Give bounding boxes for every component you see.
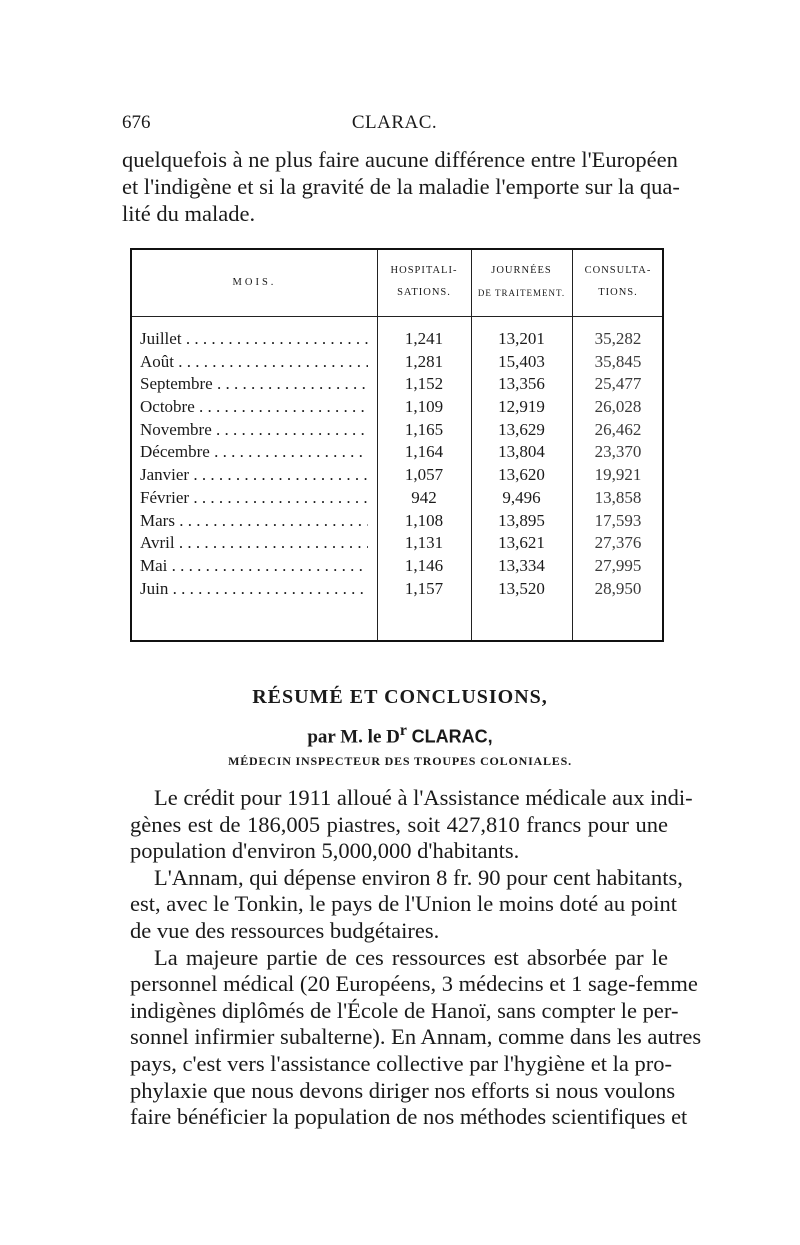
author-affiliation: MÉDECIN INSPECTEUR DES TROUPES COLONIALES. <box>228 754 572 768</box>
header-line: JOURNÉES <box>491 265 552 276</box>
header-consultations <box>572 260 664 304</box>
cons-cell: 27,376 <box>594 533 642 553</box>
intro-line: lité du malade. <box>122 201 256 226</box>
cons-cell: 17,593 <box>594 510 642 530</box>
table-row <box>132 419 662 442</box>
hosp-cell: 1,164 <box>404 442 444 462</box>
body-line: pays, c'est vers l'assistance collective par l'hygiène et la pro- <box>130 1050 672 1076</box>
author-name: CLARAC, <box>411 726 493 747</box>
header-hospitalisations <box>377 260 471 304</box>
jour-cell: 13,804 <box>498 442 545 462</box>
hosp-cell: 942 <box>411 487 437 507</box>
body-line: La majeure partie de ces ressources est absorbée par le <box>154 944 668 970</box>
month-cell: Décembre . . . <box>140 441 368 464</box>
month-cell: Juillet . . . <box>140 328 368 351</box>
body-line: personnel médical (20 Européens, 3 médecins et 1 sage-femme <box>130 971 698 997</box>
hosp-cell: 1,152 <box>404 374 444 394</box>
table-row <box>132 441 662 464</box>
jour-cell: 15,403 <box>498 351 545 371</box>
table-body <box>132 328 662 600</box>
month-cell: Juin . . . <box>140 578 368 601</box>
header-mois: MOIS. <box>232 277 277 288</box>
jour-cell: 9,496 <box>502 487 541 507</box>
intro-paragraph <box>122 146 680 227</box>
body-line: de vue des ressources budgétaires. <box>130 917 440 943</box>
byline-prefix: par M. le D <box>307 726 400 748</box>
cons-cell: 28,950 <box>594 578 642 598</box>
table-row <box>132 532 662 555</box>
table-row <box>132 328 662 351</box>
table-row <box>132 464 662 487</box>
month-cell: Octobre . . . <box>140 396 368 419</box>
cons-cell: 23,370 <box>594 442 642 462</box>
body-text <box>130 785 702 1131</box>
hosp-cell: 1,108 <box>404 510 444 530</box>
header-line: SATIONS. <box>397 287 451 298</box>
jour-cell: 13,620 <box>498 465 545 485</box>
month-cell: Mai . . . <box>140 555 368 578</box>
body-line: est, avec le Tonkin, le pays de l'Union le moins doté au point <box>130 891 677 917</box>
header-divider <box>132 316 662 317</box>
table-row <box>132 487 662 510</box>
jour-cell: 12,919 <box>498 397 545 417</box>
body-line: faire bénéficier la population de nos méthodes scientifiques et <box>130 1104 688 1130</box>
body-line: Le crédit pour 1911 alloué à l'Assistance médicale aux indi- <box>154 785 693 810</box>
hosp-cell: 1,157 <box>404 578 444 598</box>
header-journees <box>471 260 572 304</box>
byline-sup: r <box>399 722 407 739</box>
month-cell: Avril . . . <box>140 532 368 555</box>
month-cell: Janvier . . . <box>140 464 368 487</box>
body-line: indigènes diplômés de l'École de Hanoï, sans compter le per- <box>130 997 679 1023</box>
cons-cell: 26,028 <box>594 397 642 417</box>
cons-cell: 27,995 <box>594 555 642 575</box>
monthly-statistics-table <box>130 248 664 642</box>
body-line: sonnel infirmier subalterne). En Annam, comme dans les autres <box>130 1024 702 1050</box>
cons-cell: 35,282 <box>594 329 642 348</box>
jour-cell: 13,621 <box>498 533 545 553</box>
cons-cell: 26,462 <box>594 419 642 439</box>
table-row <box>132 578 662 601</box>
jour-cell: 13,201 <box>498 329 545 348</box>
table-row <box>132 555 662 578</box>
hosp-cell: 1,165 <box>404 419 444 439</box>
body-line: L'Annam, qui dépense environ 8 fr. 90 pour cent habitants, <box>154 864 683 890</box>
jour-cell: 13,895 <box>498 510 545 530</box>
hosp-cell: 1,281 <box>404 351 444 371</box>
header-line: TIONS. <box>598 287 638 298</box>
month-cell: Août . . . <box>140 351 368 374</box>
page-header <box>122 112 667 142</box>
hosp-cell: 1,131 <box>404 533 444 553</box>
body-line: phylaxie que nous devons diriger nos efforts si nous voulons <box>130 1077 676 1103</box>
jour-cell: 13,520 <box>498 578 545 598</box>
intro-line: et l'indigène et si la gravité de la maladie l'emporte sur la qua- <box>122 174 680 199</box>
body-line: population d'environ 5,000,000 d'habitants. <box>130 838 520 864</box>
month-cell: Février . . . <box>140 487 368 510</box>
intro-line: quelquefois à ne plus faire aucune différence entre l'Européen <box>122 147 678 172</box>
month-cell: Novembre . . . <box>140 419 368 442</box>
cons-cell: 35,845 <box>594 351 642 371</box>
page-number: 676 <box>122 112 151 133</box>
header-line: CONSULTA- <box>584 265 652 276</box>
jour-cell: 13,629 <box>498 419 545 439</box>
hosp-cell: 1,146 <box>404 555 444 575</box>
section-title: RÉSUMÉ ET CONCLUSIONS, <box>252 686 548 708</box>
running-title: CLARAC. <box>351 112 438 133</box>
body-line: gènes est de 186,005 piastres, soit 427,810 francs pour une <box>130 811 668 837</box>
header-line: HOSPITALI- <box>390 265 458 276</box>
jour-cell: 13,334 <box>498 555 545 575</box>
header-line: DE TRAITEMENT. <box>477 288 566 298</box>
month-cell: Septembre . . . <box>140 373 368 396</box>
cons-cell: 13,858 <box>594 487 642 507</box>
cons-cell: 25,477 <box>594 374 642 394</box>
table-row <box>132 351 662 374</box>
hosp-cell: 1,109 <box>404 397 444 417</box>
jour-cell: 13,356 <box>498 374 545 394</box>
month-cell: Mars . . . <box>140 510 368 533</box>
hosp-cell: 1,057 <box>404 465 444 485</box>
table-row <box>132 396 662 419</box>
hosp-cell: 1,241 <box>404 329 444 348</box>
table-row <box>132 510 662 533</box>
byline <box>0 722 800 748</box>
cons-cell: 19,921 <box>594 465 642 485</box>
table-row <box>132 373 662 396</box>
